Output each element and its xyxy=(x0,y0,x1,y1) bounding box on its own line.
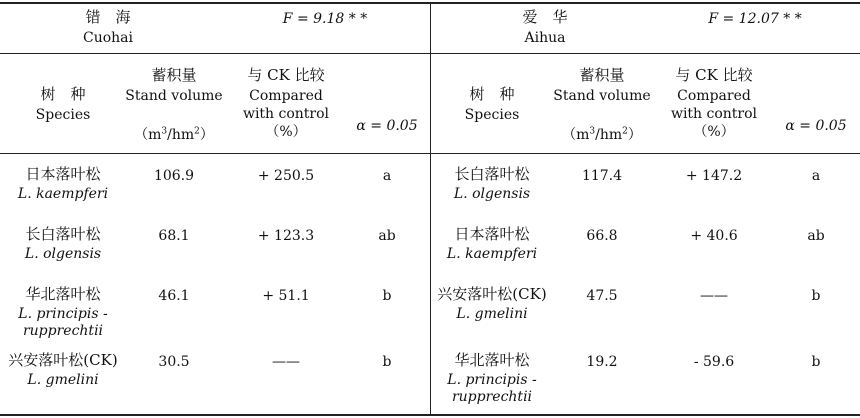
species-latin: L. kaempferi xyxy=(17,186,109,202)
species-latin-cont: rupprechtii xyxy=(451,389,533,405)
compare-value: + 250.5 xyxy=(257,168,315,184)
compare-header-en2: with control xyxy=(242,106,330,122)
compare-header-unit: （%） xyxy=(693,124,735,140)
compare-header-zh: 与 CK 比较 xyxy=(675,66,753,84)
significance-group: b xyxy=(382,288,392,304)
significance-group: a xyxy=(811,168,821,184)
species-header-en: Species xyxy=(464,107,520,123)
species-name-zh: 长白落叶松 xyxy=(454,165,530,183)
volume-header-en: Stand volume xyxy=(553,88,651,104)
volume-header-zh: 蓄积量 xyxy=(579,66,625,84)
volume-unit: $(m^3/hm^2)$ xyxy=(134,126,214,143)
species-name-zh: 华北落叶松 xyxy=(454,351,530,369)
volume-value: 66.8 xyxy=(586,228,618,244)
species-latin: L. kaempferi xyxy=(446,246,538,262)
compare-value: - 59.6 xyxy=(693,354,735,370)
species-latin: L. principis - xyxy=(18,306,108,322)
species-name-zh: 日本落叶松 xyxy=(25,165,101,183)
compare-value: + 40.6 xyxy=(690,228,738,244)
species-latin: L. gmelini xyxy=(456,306,528,322)
species-latin: L. gmelini xyxy=(27,372,99,388)
species-latin: L. olgensis xyxy=(453,186,531,202)
site-name-zh: 爱 华 xyxy=(522,8,568,26)
significance-group: b xyxy=(811,288,821,304)
significance-group: ab xyxy=(378,228,396,244)
compare-header-unit: （%） xyxy=(265,124,307,140)
volume-unit: $(m^3/hm^2)$ xyxy=(562,126,642,143)
species-latin: L. olgensis xyxy=(24,246,102,262)
compare-header-en1: Compared xyxy=(677,88,751,104)
species-header-en: Species xyxy=(35,107,91,123)
compare-value: + 147.2 xyxy=(685,168,743,184)
volume-value: 106.9 xyxy=(153,168,195,184)
volume-value: 46.1 xyxy=(158,288,190,304)
significance-group: b xyxy=(382,354,392,370)
species-name-zh: 兴安落叶松(CK) xyxy=(8,351,118,369)
compare-header-zh: 与 CK 比较 xyxy=(247,66,325,84)
compare-value: —— xyxy=(700,288,728,304)
species-name-zh: 兴安落叶松(CK) xyxy=(437,285,547,303)
alpha-header: α = 0.05 xyxy=(356,118,418,134)
volume-value: 19.2 xyxy=(586,354,618,370)
compare-value: + 123.3 xyxy=(257,228,315,244)
volume-value: 47.5 xyxy=(586,288,618,304)
f-statistic: F = 9.18 * * xyxy=(282,11,368,27)
species-name-zh: 华北落叶松 xyxy=(25,285,101,303)
f-statistic: F = 12.07 * * xyxy=(708,11,802,27)
site-divider xyxy=(430,2,431,416)
site-name-en: Cuohai xyxy=(83,30,133,46)
volume-header-en: Stand volume xyxy=(125,88,223,104)
compare-value: —— xyxy=(272,354,300,370)
significance-group: a xyxy=(382,168,392,184)
compare-value: + 51.1 xyxy=(262,288,310,304)
species-header-zh: 树 种 xyxy=(40,85,86,103)
species-header-zh: 树 种 xyxy=(469,85,515,103)
species-latin: L. principis - xyxy=(447,372,537,388)
volume-header-zh: 蓄积量 xyxy=(151,66,197,84)
volume-value: 68.1 xyxy=(158,228,190,244)
significance-group: ab xyxy=(807,228,825,244)
site-name-en: Aihua xyxy=(524,30,566,46)
volume-value: 117.4 xyxy=(581,168,623,184)
significance-group: b xyxy=(811,354,821,370)
species-name-zh: 日本落叶松 xyxy=(454,225,530,243)
species-name-zh: 长白落叶松 xyxy=(25,225,101,243)
volume-value: 30.5 xyxy=(158,354,190,370)
compare-header-en1: Compared xyxy=(249,88,323,104)
site-name-zh: 错 海 xyxy=(85,8,131,26)
species-latin-cont: rupprechtii xyxy=(22,323,104,339)
alpha-header: α = 0.05 xyxy=(785,118,847,134)
compare-header-en2: with control xyxy=(670,106,758,122)
